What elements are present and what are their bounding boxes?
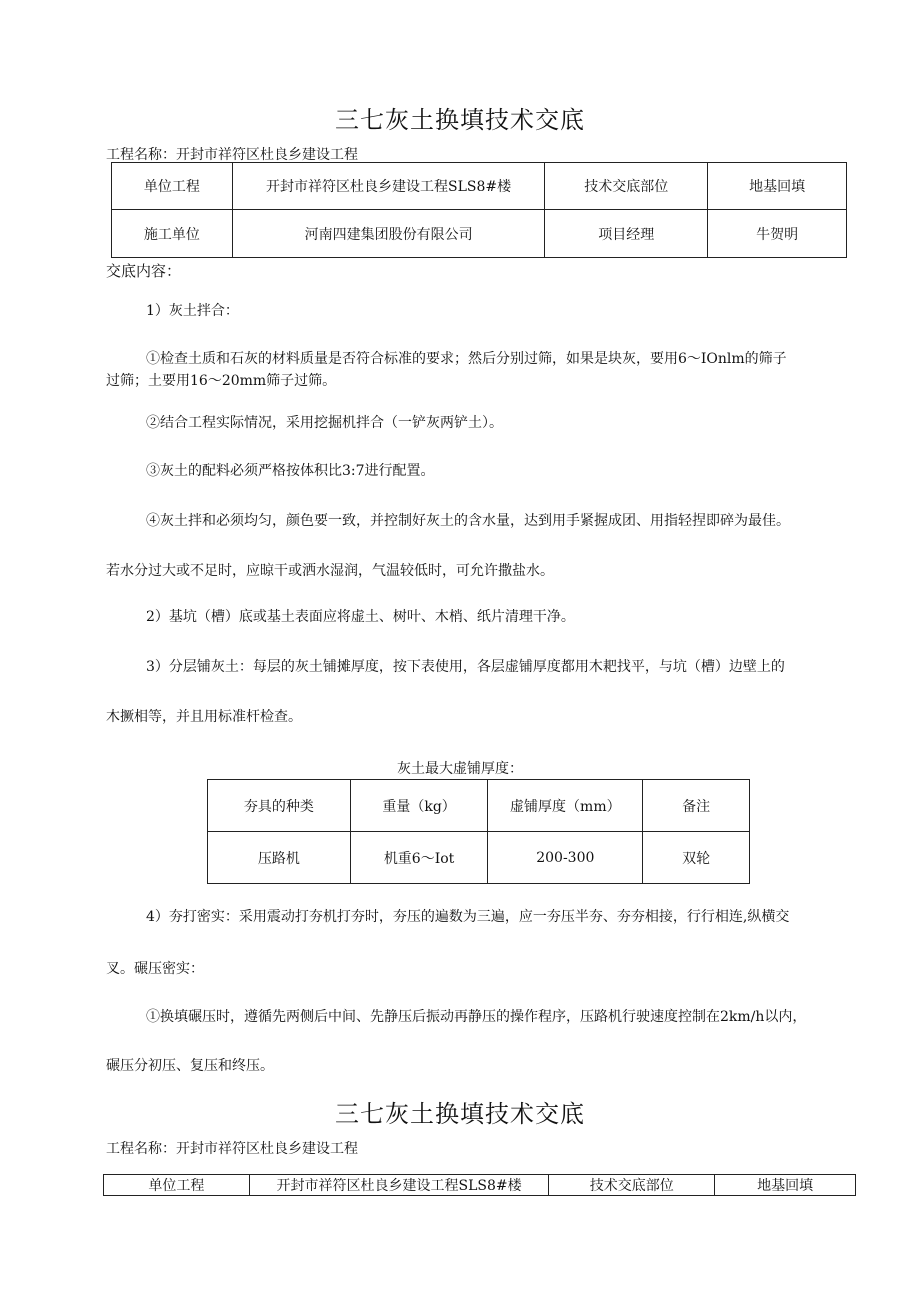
spec-table	[207, 779, 750, 884]
paragraph: 4）夯打密实：采用震动打夯机打夯时，夯压的遍数为三遍，应一夯压半夯、夯夯相接，行行相连,纵横交	[146, 909, 790, 925]
project-name-line-2: 工程名称：开封市祥符区杜良乡建设工程	[106, 1141, 358, 1157]
table-row	[208, 832, 750, 884]
paragraph: ④灰土拌和必须均匀，颜色要一致，并控制好灰土的含水量，达到用手紧握成团、用指轻捏即碎为最佳。	[146, 513, 790, 529]
table-row	[112, 163, 847, 210]
table-header-cell: 备注	[643, 780, 750, 832]
table-cell: 技术交底部位	[545, 163, 708, 210]
table-cell: 地基回填	[715, 1175, 856, 1196]
project-name-line: 工程名称：开封市祥符区杜良乡建设工程	[106, 147, 358, 163]
table-caption: 灰土最大虚铺厚度：	[397, 761, 523, 777]
table-header-cell: 夯具的种类	[208, 780, 351, 832]
table-row	[104, 1175, 856, 1196]
paragraph: ③灰土的配料必须严格按体积比3:7进行配置。	[146, 463, 435, 479]
table-cell: 单位工程	[112, 163, 233, 210]
paragraph: ②结合工程实际情况，采用挖掘机拌合（一铲灰两铲土）。	[146, 415, 503, 431]
table-header-cell: 虚铺厚度（mm）	[488, 780, 643, 832]
table-cell: 单位工程	[104, 1175, 250, 1196]
table-cell: 机重6～Iot	[350, 832, 488, 884]
paragraph: 若水分过大或不足时，应晾干或洒水湿润，气温较低时，可允许撒盐水。	[106, 563, 554, 579]
table-cell: 双轮	[643, 832, 750, 884]
table-cell: 开封市祥符区杜良乡建设工程SLS8#楼	[232, 163, 545, 210]
paragraph: 碾压分初压、复压和终压。	[106, 1058, 274, 1074]
table-cell: 施工单位	[112, 210, 233, 258]
table-cell: 技术交底部位	[549, 1175, 715, 1196]
paragraph: 2）基坑（槽）底或基土表面应将虚土、树叶、木梢、纸片清理干净。	[146, 609, 575, 625]
project-info-table-2	[103, 1174, 856, 1196]
table-header-row	[208, 780, 750, 832]
table-cell: 河南四建集团股份有限公司	[232, 210, 545, 258]
paragraph: 木撅相等，并且用标准杆检查。	[106, 709, 302, 725]
page-title-2: 三七灰土换填技术交底	[335, 1100, 585, 1128]
table-cell: 项目经理	[545, 210, 708, 258]
paragraph: 过筛；土要用16～20mm筛子过筛。	[106, 373, 337, 389]
table-cell: 地基回填	[708, 163, 847, 210]
table-cell: 200-300	[488, 832, 643, 884]
paragraph: 叉。碾压密实：	[106, 961, 204, 977]
content-heading: 交底内容：	[106, 262, 182, 280]
project-info-table	[111, 162, 847, 258]
page-title: 三七灰土换填技术交底	[335, 106, 585, 134]
paragraph: ①检查土质和石灰的材料质量是否符合标准的要求；然后分别过筛，如果是块灰，要用6～IOnlm的筛子	[146, 351, 787, 367]
paragraph: 1）灰土拌合：	[146, 303, 239, 319]
table-cell: 压路机	[208, 832, 351, 884]
paragraph: 3）分层铺灰土：每层的灰土铺摊厚度，按下表使用，各层虚铺厚度都用木耙找平，与坑（槽）边壁上的	[146, 659, 785, 675]
paragraph: ①换填碾压时，遵循先两侧后中间、先静压后振动再静压的操作程序，压路机行驶速度控制在2km∕h以内，	[146, 1009, 807, 1025]
table-row	[112, 210, 847, 258]
table-cell: 开封市祥符区杜良乡建设工程SLS8#楼	[249, 1175, 549, 1196]
table-cell: 牛贺明	[708, 210, 847, 258]
table-header-cell: 重量（kg）	[350, 780, 488, 832]
